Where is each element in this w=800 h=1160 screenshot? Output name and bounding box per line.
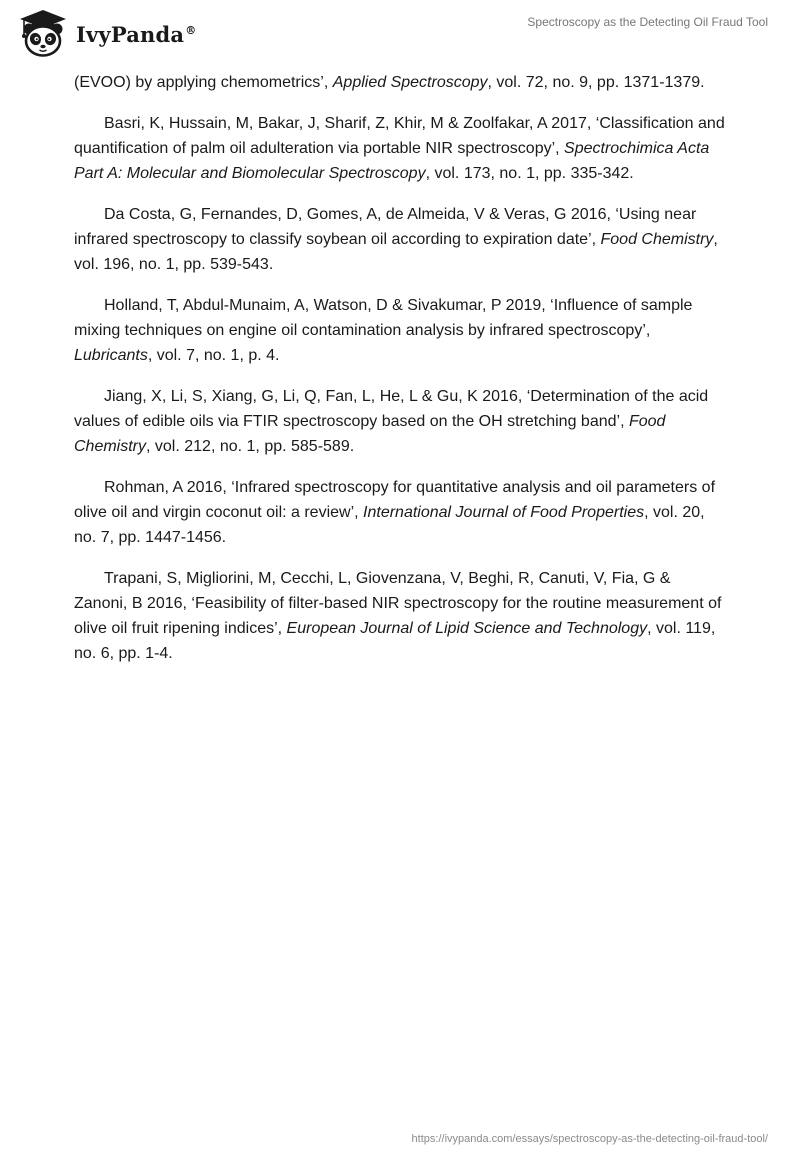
reference-journal: Spectrochimica Acta Part A: Molecular and Biomolecular Spectroscopy [74, 140, 710, 182]
reference-details: , vol. 173, no. 1, pp. 335-342. [425, 165, 634, 182]
reference-journal: Lubricants [74, 347, 148, 364]
reference-text: Jiang, X, Li, S, Xiang, G, Li, Q, Fan, L, He, L & Gu, K 2016, ‘Determination of the acid values of edible oils via FTIR spectroscopy based on the OH stretching band’, [74, 388, 709, 430]
reference-details: , vol. 7, no. 1, p. 4. [147, 347, 280, 364]
reference-entry [74, 475, 726, 550]
reference-details: , vol. 20, no. 7, pp. 1447-1456. [74, 504, 705, 546]
reference-list [74, 70, 726, 682]
reference-journal: International Journal of Food Properties [363, 504, 645, 521]
reference-journal: Food Chemistry [600, 231, 714, 248]
reference-entry [74, 293, 726, 368]
document-title: Spectroscopy as the Detecting Oil Fraud Tool [527, 15, 768, 29]
reference-journal: European Journal of Lipid Science and Technology [286, 620, 648, 637]
reference-text: Holland, T, Abdul-Munaim, A, Watson, D & Sivakumar, P 2019, ‘Influence of sample mixing techniques on engine oil contamination analysis by infrared spectroscopy’, [74, 297, 693, 339]
reference-entry [74, 566, 726, 666]
brand-name [76, 22, 196, 47]
reference-text: Basri, K, Hussain, M, Bakar, J, Sharif, Z, Khir, M & Zoolfakar, A 2017, ‘Classification and quantification of palm oil adulteration via portable NIR spectroscopy’, [74, 115, 725, 157]
brand-logo[interactable] [14, 8, 196, 58]
reference-text: Trapani, S, Migliorini, M, Cecchi, L, Giovenzana, V, Beghi, R, Canuti, V, Fia, G & Zanoni, B 2016, ‘Feasibility of filter-based NIR spectroscopy for the routine measurement of olive oil fruit ripening indices’, [74, 570, 722, 637]
reference-details: , vol. 196, no. 1, pp. 539-543. [74, 231, 718, 273]
registered-mark: ® [185, 23, 197, 37]
reference-text: Da Costa, G, Fernandes, D, Gomes, A, de Almeida, V & Veras, G 2016, ‘Using near infrared spectroscopy to classify soybean oil according to expiration date’, [74, 206, 697, 248]
reference-entry [74, 111, 726, 186]
source-url[interactable]: https://ivypanda.com/essays/spectroscopy-as-the-detecting-oil-fraud-tool/ [411, 1133, 768, 1145]
reference-entry [74, 202, 726, 277]
reference-details: , vol. 72, no. 9, pp. 1371-1379. [487, 74, 705, 91]
panda-graduate-icon [14, 8, 72, 58]
page-header [0, 0, 800, 70]
reference-text: Rohman, A 2016, ‘Infrared spectroscopy for quantitative analysis and oil parameters of olive oil and virgin coconut oil: a review’, [74, 479, 716, 521]
brand-name-text: IvyPanda [76, 21, 185, 47]
reference-text: (EVOO) by applying chemometrics’, [74, 74, 333, 91]
reference-journal: Applied Spectroscopy [332, 74, 488, 91]
reference-entry [74, 70, 726, 95]
reference-details: , vol. 119, no. 6, pp. 1-4. [74, 620, 716, 662]
reference-details: , vol. 212, no. 1, pp. 585-589. [146, 438, 355, 455]
reference-entry [74, 384, 726, 459]
reference-journal: Food Chemistry [74, 413, 666, 455]
